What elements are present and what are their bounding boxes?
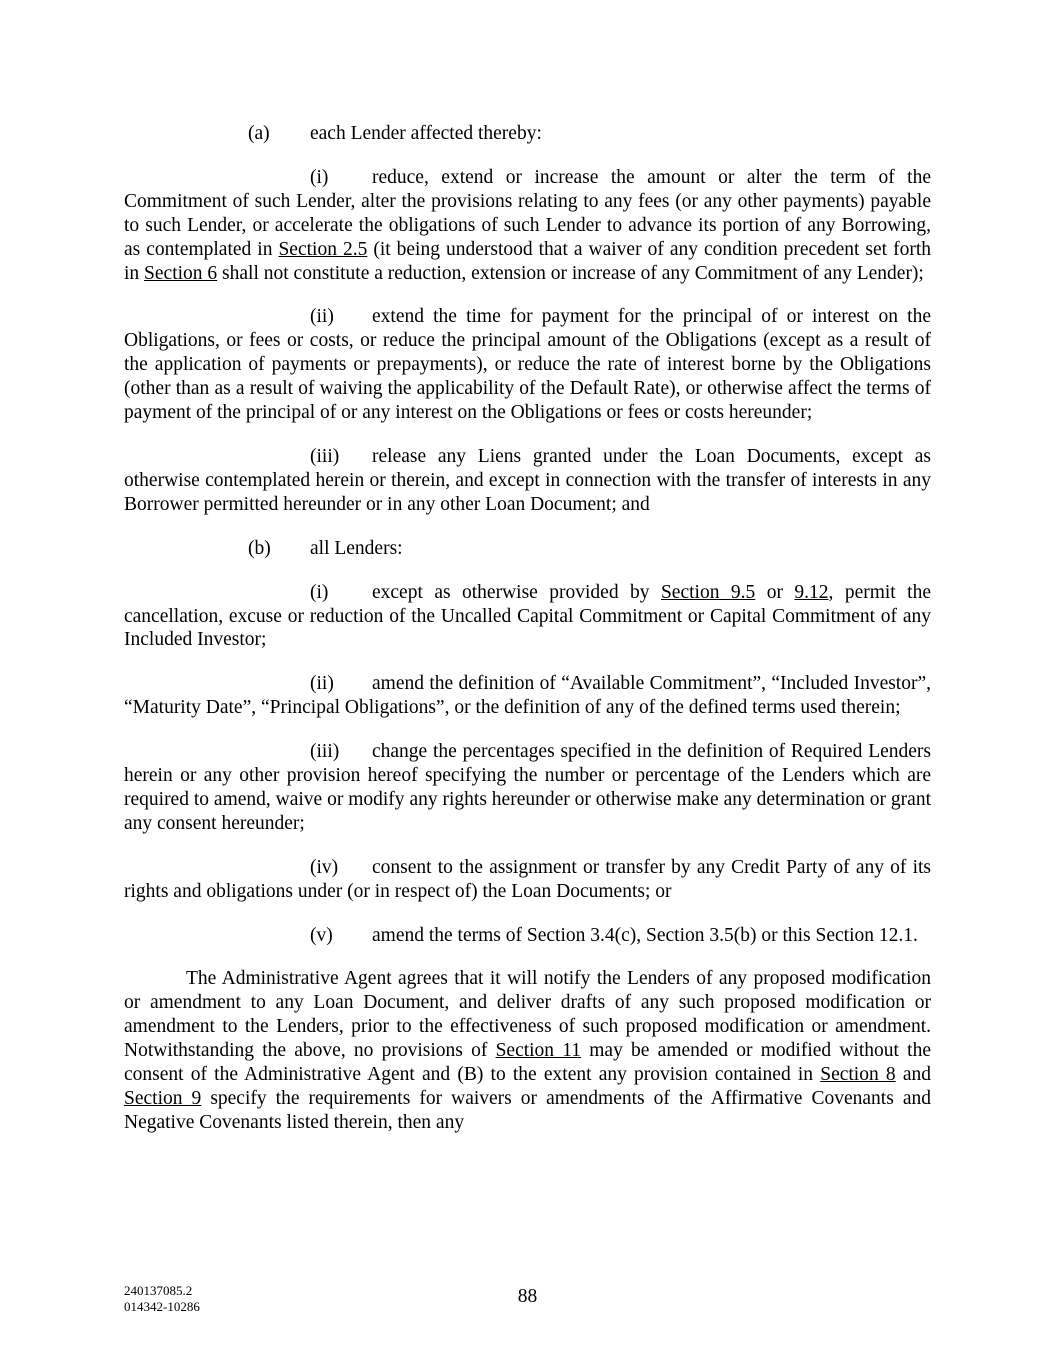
clause-text: release any Liens granted under the Loan Documents, except as otherwise contemplated herein or therein, and except in connection with the transfer of interests in any Borrower permitted hereunder or in any other Loan Document; and [124,445,931,515]
clause-a-iii [124,445,931,517]
section-reference[interactable]: Section 6 [144,262,218,284]
clause-label: (a) [248,123,270,144]
clause-text: each Lender affected thereby: [310,123,542,144]
clause-text: amend the definition of “Available Commitment”, “Included Investor”, “Maturity Date”, “Principal Obligations”, or the definition of any of the defined terms used therein; [124,673,931,719]
closing-paragraph [124,967,931,1134]
clause-a-i [124,166,931,286]
clause-b-iv [124,856,931,904]
clause-label: (i) [310,166,329,188]
clause-b-ii [124,672,931,720]
clause-text: or [755,581,795,603]
clause-a-ii [124,305,931,425]
clause-label: (iii) [310,741,340,763]
clause-text: (it being understood that a waiver of any condition precedent set forth in [124,238,931,284]
clause-text: except as otherwise provided by [372,581,661,603]
page-number: 88 [517,1286,538,1307]
clause-text: all Lenders: [310,537,403,559]
clause-text: shall not constitute a reduction, extension or increase of any Commitment of any Lender); [217,262,924,284]
clause-b-i [124,581,931,653]
clause-label: (iv) [310,856,339,878]
paragraph-text: specify the requirements for waivers or amendments of the Affirmative Covenants and Negative Covenants listed therein, then any [124,1088,931,1133]
section-reference[interactable]: Section 11 [495,1040,582,1062]
clause-b-heading [248,537,931,561]
section-reference[interactable]: Section 8 [820,1064,896,1086]
clause-text: extend the time for payment for the principal of or interest on the Obligations, or fees or costs, or reduce the principal amount of the Obligations (except as a result of the application of payments or prepayments), or reduce the rate of interest borne by the Obligations (other than as a result of waiving the applicability of the Default Rate), or otherwise affect the terms of payment of the principal of or any interest on the Obligations or fees or costs hereunder; [124,306,931,424]
paragraph-text: and [895,1064,931,1086]
clause-label: (b) [248,537,271,559]
clause-text: amend the terms of Section 3.4(c), Section 3.5(b) or this Section 12.1. [372,924,918,946]
clause-label: (ii) [310,306,334,328]
clause-b-v [124,924,931,948]
clause-label: (ii) [310,673,334,695]
paragraph-text: The Administrative Agent agrees that it will notify the Lenders of any proposed modification or amendment to any Loan Document, and deliver drafts of any such proposed modification or amendment to the Lenders, prior to the effectiveness of such proposed modification or amendment. Notwithstanding the above, no provisions of [124,968,931,1062]
clause-label: (iii) [310,445,340,467]
clause-text: change the percentages specified in the definition of Required Lenders herein or any other provision hereof specifying the number or percentage of the Lenders which are required to amend, waive or modify any rights hereunder or otherwise make any determination or grant any consent hereunder; [124,741,931,834]
section-reference[interactable]: Section 9 [124,1088,202,1109]
clause-label: (i) [310,581,329,603]
clause-text: reduce, extend or increase the amount or alter the term of the Commitment of such Lender, alter the provisions relating to any fees (or any other payments) payable to such Lender, or accelerate the obligations of such Lender to advance its portion of any Borrowing, as contemplated in [124,166,931,260]
section-reference[interactable]: Section 9.5 [660,581,756,603]
clause-label: (v) [310,924,333,946]
clause-text: consent to the assignment or transfer by any Credit Party of any of its rights and obligations under (or in respect of) the Loan Documents; or [124,856,931,902]
section-reference[interactable]: 9.12 [794,581,829,603]
document-id-line-1: 240137085.2 [124,1283,193,1298]
clause-a-heading [248,122,931,146]
clause-text: , permit the cancellation, excuse or reduction of the Uncalled Capital Commitment or Capital Commitment of any Included Investor; [124,581,931,651]
paragraph-text: may be amended or modified without the consent of the Administrative Agent and (B) to the extent any provision contained in [124,1040,931,1086]
section-reference[interactable]: Section 2.5 [278,238,368,260]
document-body [124,122,931,1155]
document-id-line-2: 014342-10286 [124,1299,200,1314]
clause-b-iii [124,740,931,836]
